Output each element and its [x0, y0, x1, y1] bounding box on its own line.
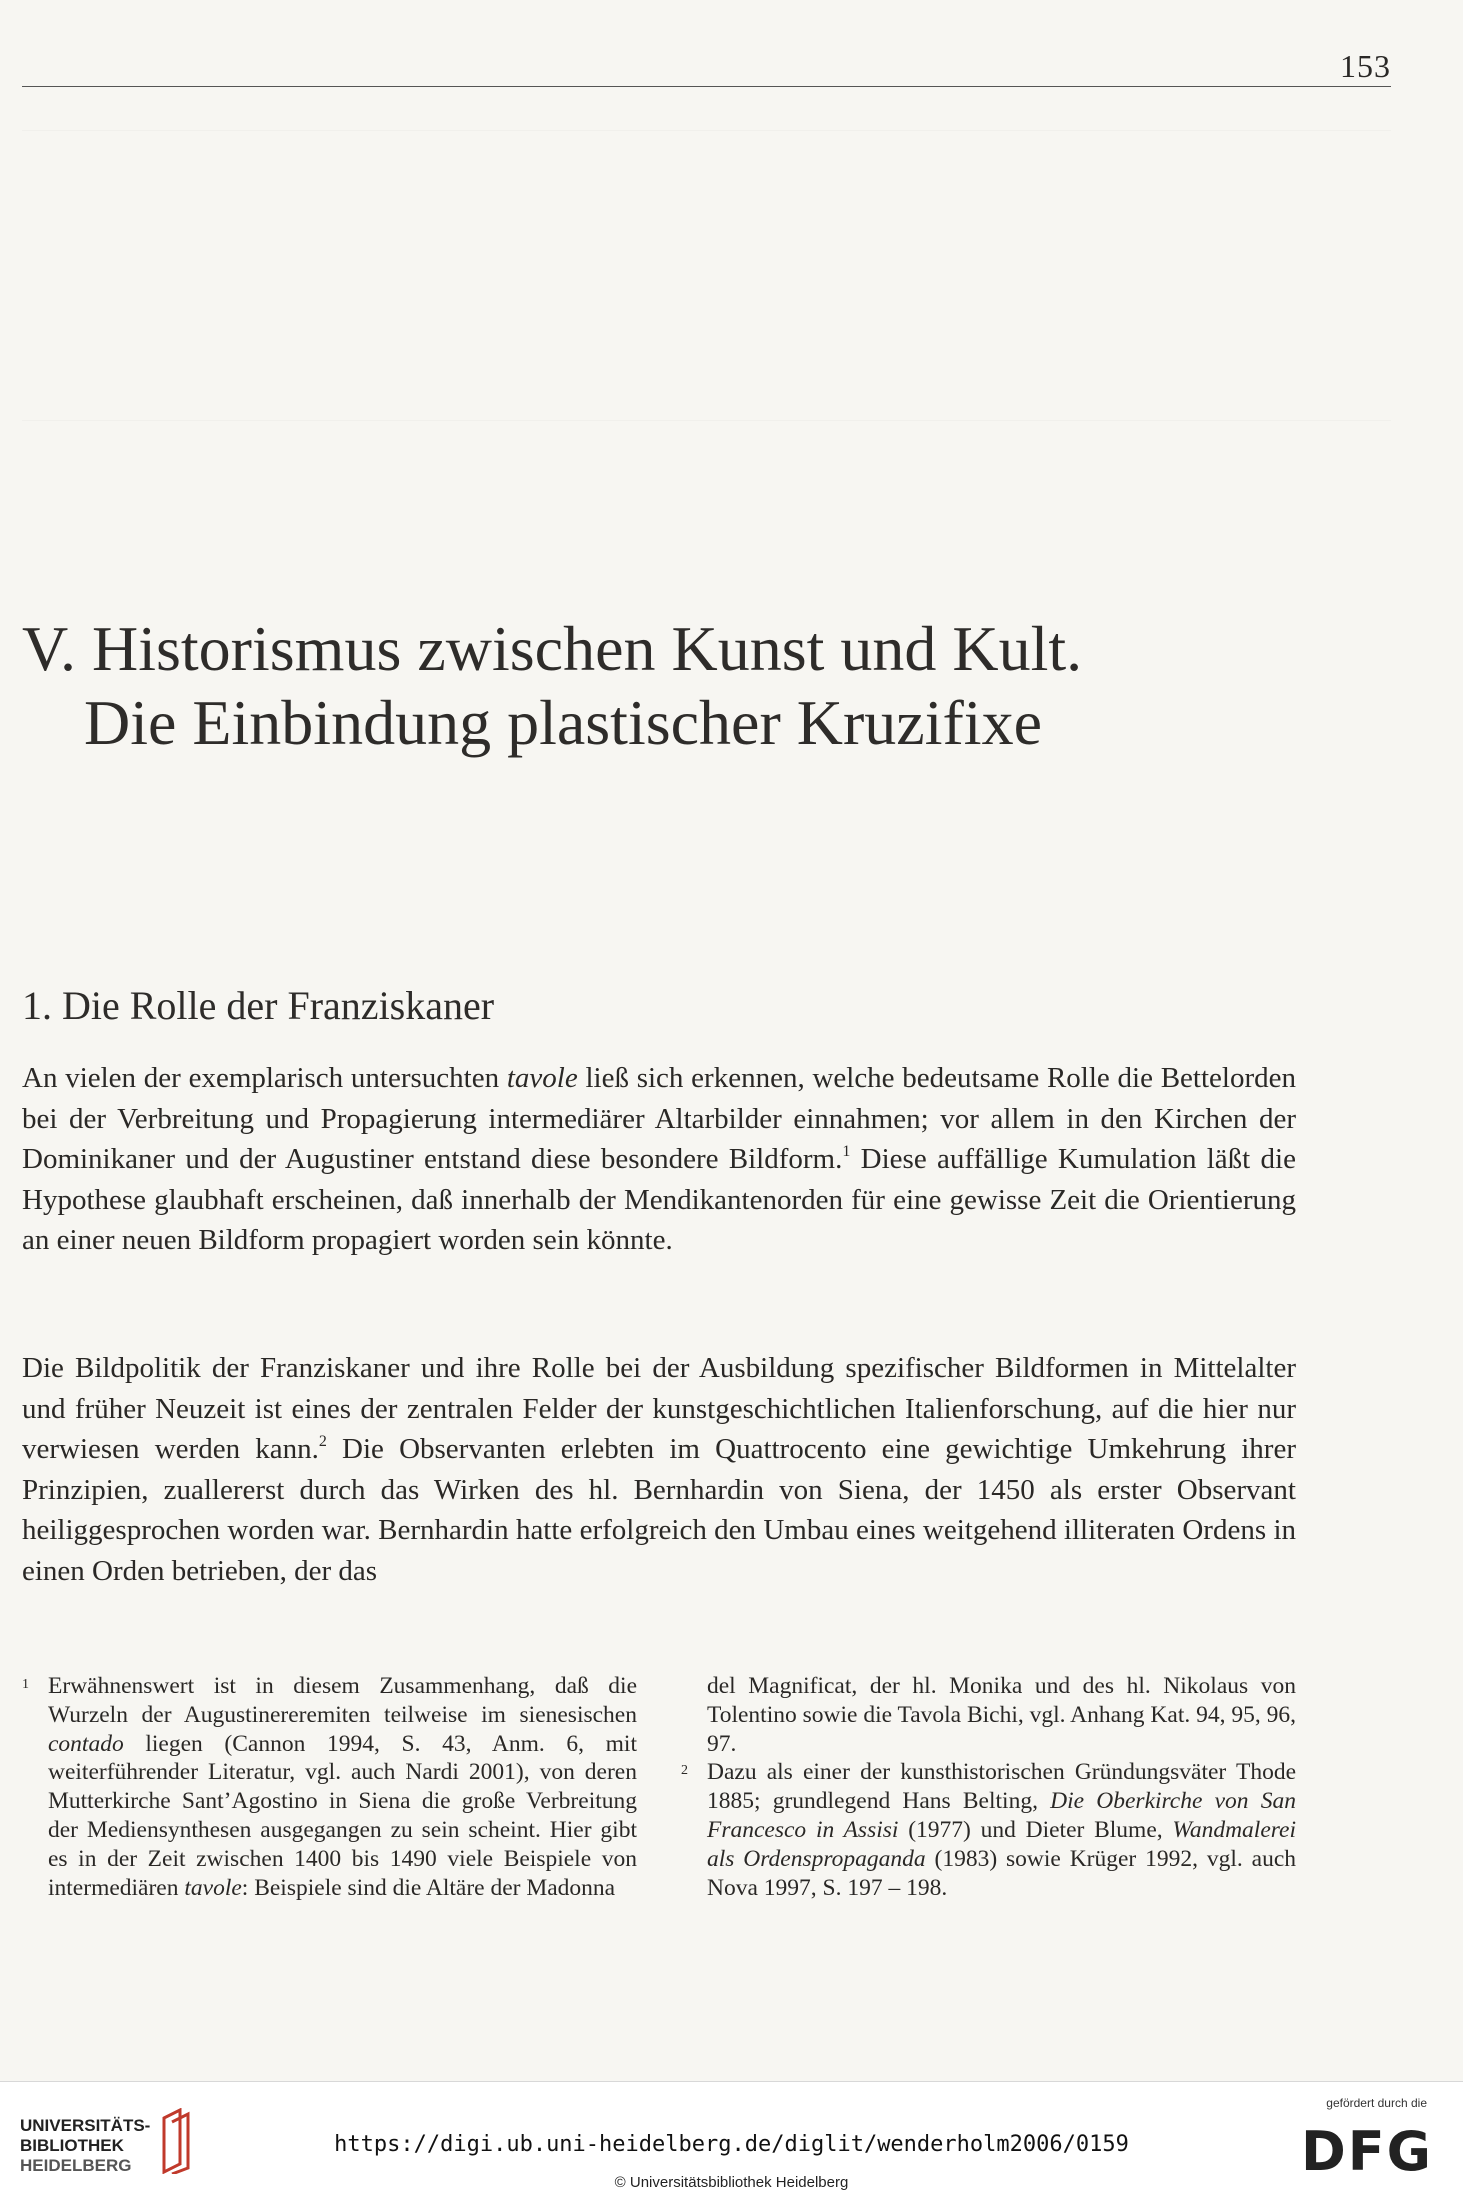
- footnote-ref-2[interactable]: 2: [318, 1433, 327, 1451]
- text-run: Diese auffällige Kumulation läßt die Hypothese glaubhaft erscheinen, daß innerhalb der Mendikantenorden für eine gewisse Zeit die Orientierung an einer neuen Bildform propagiert worden sein könnte.: [22, 1143, 1296, 1257]
- text-run: Erwähnenswert ist in diesem Zusammenhang, daß die Wurzeln der Augustinereremiten teilweise im sienesischen: [48, 1673, 637, 1728]
- footnote-1-continuation: [681, 1672, 1296, 1758]
- digitization-footer: [0, 2081, 1463, 2209]
- body-paragraph-1: [22, 1058, 1296, 1261]
- text-run: liegen (Cannon 1994, S. 43, Anm. 6, mit weiterführender Literatur, vgl. auch Nardi 2001), von deren Mutterkirche Sant’Agostino in Siena die große Verbreitung der Mediensynthesen ausgegangen zu sein scheint. Hier gibt es in der Zeit zwischen 1400 bis 1490 viele Beispiele von intermediären: [48, 1730, 637, 1901]
- footnote-ref-1[interactable]: 1: [842, 1143, 851, 1161]
- header-rule: [22, 86, 1391, 87]
- italic-title: Wandmalerei als Ordenspropaganda: [707, 1816, 1296, 1872]
- text-run: : Beispiele sind die Altäre der Madonna: [241, 1874, 616, 1901]
- chapter-title: [22, 612, 1222, 760]
- italic-term: tavole: [506, 1062, 578, 1094]
- text-run: An vielen der exemplarisch untersuchten: [22, 1062, 507, 1094]
- text-run: Die Bildpolitik der Franziskaner und ihre Rolle bei der Ausbildung spezifischer Bildformen in Mittelalter und früher Neuzeit ist eines der zentralen Felder der kunstgeschichtlichen Italienforschung, auf die hier nur verwiesen werden kann.: [22, 1352, 1296, 1466]
- footnote-1: [22, 1672, 637, 1902]
- library-name-line3: HEIDELBERG: [20, 2156, 132, 2175]
- italic-title: Die Oberkirche von San Francesco in Assisi: [707, 1788, 1296, 1843]
- footnote-2-wrapper: [681, 1758, 1296, 1902]
- text-run: (1977) und Dieter Blume,: [898, 1816, 1173, 1843]
- dfg-logo[interactable]: DFG: [1300, 2120, 1433, 2183]
- body-paragraph-2: [22, 1348, 1296, 1592]
- footnote-marker-2: 2: [681, 1763, 688, 1779]
- page-number: 153: [1340, 48, 1391, 84]
- library-name-line2: BIBLIOTHEK: [20, 2136, 124, 2155]
- chapter-title-line1: V. Historismus zwischen Kunst und Kult.: [22, 613, 1083, 684]
- library-name-line1: UNIVERSITÄTS-: [20, 2116, 151, 2135]
- italic-term: tavole: [184, 1874, 242, 1901]
- copyright-notice: © Universitätsbibliothek Heidelberg: [614, 2174, 849, 2191]
- text-run: ließ sich erkennen, welche bedeutsame Rolle die Bettelorden bei der Verbreitung und Propagierung intermediärer Altarbilder einnahmen; vor allem in den Kirchen der Dominikaner und der Augustiner entstand diese besondere Bildform.: [22, 1062, 1296, 1176]
- italic-term: contado: [48, 1730, 124, 1757]
- permalink-url[interactable]: https://digi.ub.uni-heidelberg.de/diglit/wenderholm2006/0159: [334, 2132, 1129, 2157]
- footnote-column-left: [22, 1672, 637, 1902]
- footnote-column-right: [681, 1672, 1296, 1902]
- section-title: 1. Die Rolle der Franziskaner: [22, 983, 495, 1028]
- bleed-through-shade: [22, 420, 1391, 421]
- text-run: (1983) sowie Krüger 1992, vgl. auch Nova 1997, S. 197 – 198.: [707, 1845, 1296, 1901]
- funding-note: gefördert durch die: [1326, 2096, 1427, 2110]
- text-run: Dazu als einer der kunsthistorischen Gründungsväter Thode 1885; grundlegend Hans Belting,: [707, 1759, 1296, 1815]
- text-run: del Magnificat, der hl. Monika und des hl. Nikolaus von Tolentino sowie die Tavola Bichi, vgl. Anhang Kat. 94, 95, 96, 97.: [707, 1673, 1296, 1757]
- chapter-title-line2: Die Einbindung plastischer Kruzifixe: [84, 687, 1042, 758]
- text-run: Die Observanten erlebten im Quattrocento eine gewichtige Umkehrung ihrer Prinzipien, zuallererst durch das Wirken des hl. Bernhardin von Siena, der 1450 als erster Observant heiliggesprochen worden war. Bernhardin hatte erfolgreich den Umbau eines weitgehend illiteraten Ordens in einen Orden betrieben, der das: [22, 1433, 1296, 1587]
- bleed-through-shade: [22, 130, 1391, 131]
- footnote-marker-1: 1: [22, 1677, 29, 1692]
- footnote-2: [681, 1758, 1296, 1902]
